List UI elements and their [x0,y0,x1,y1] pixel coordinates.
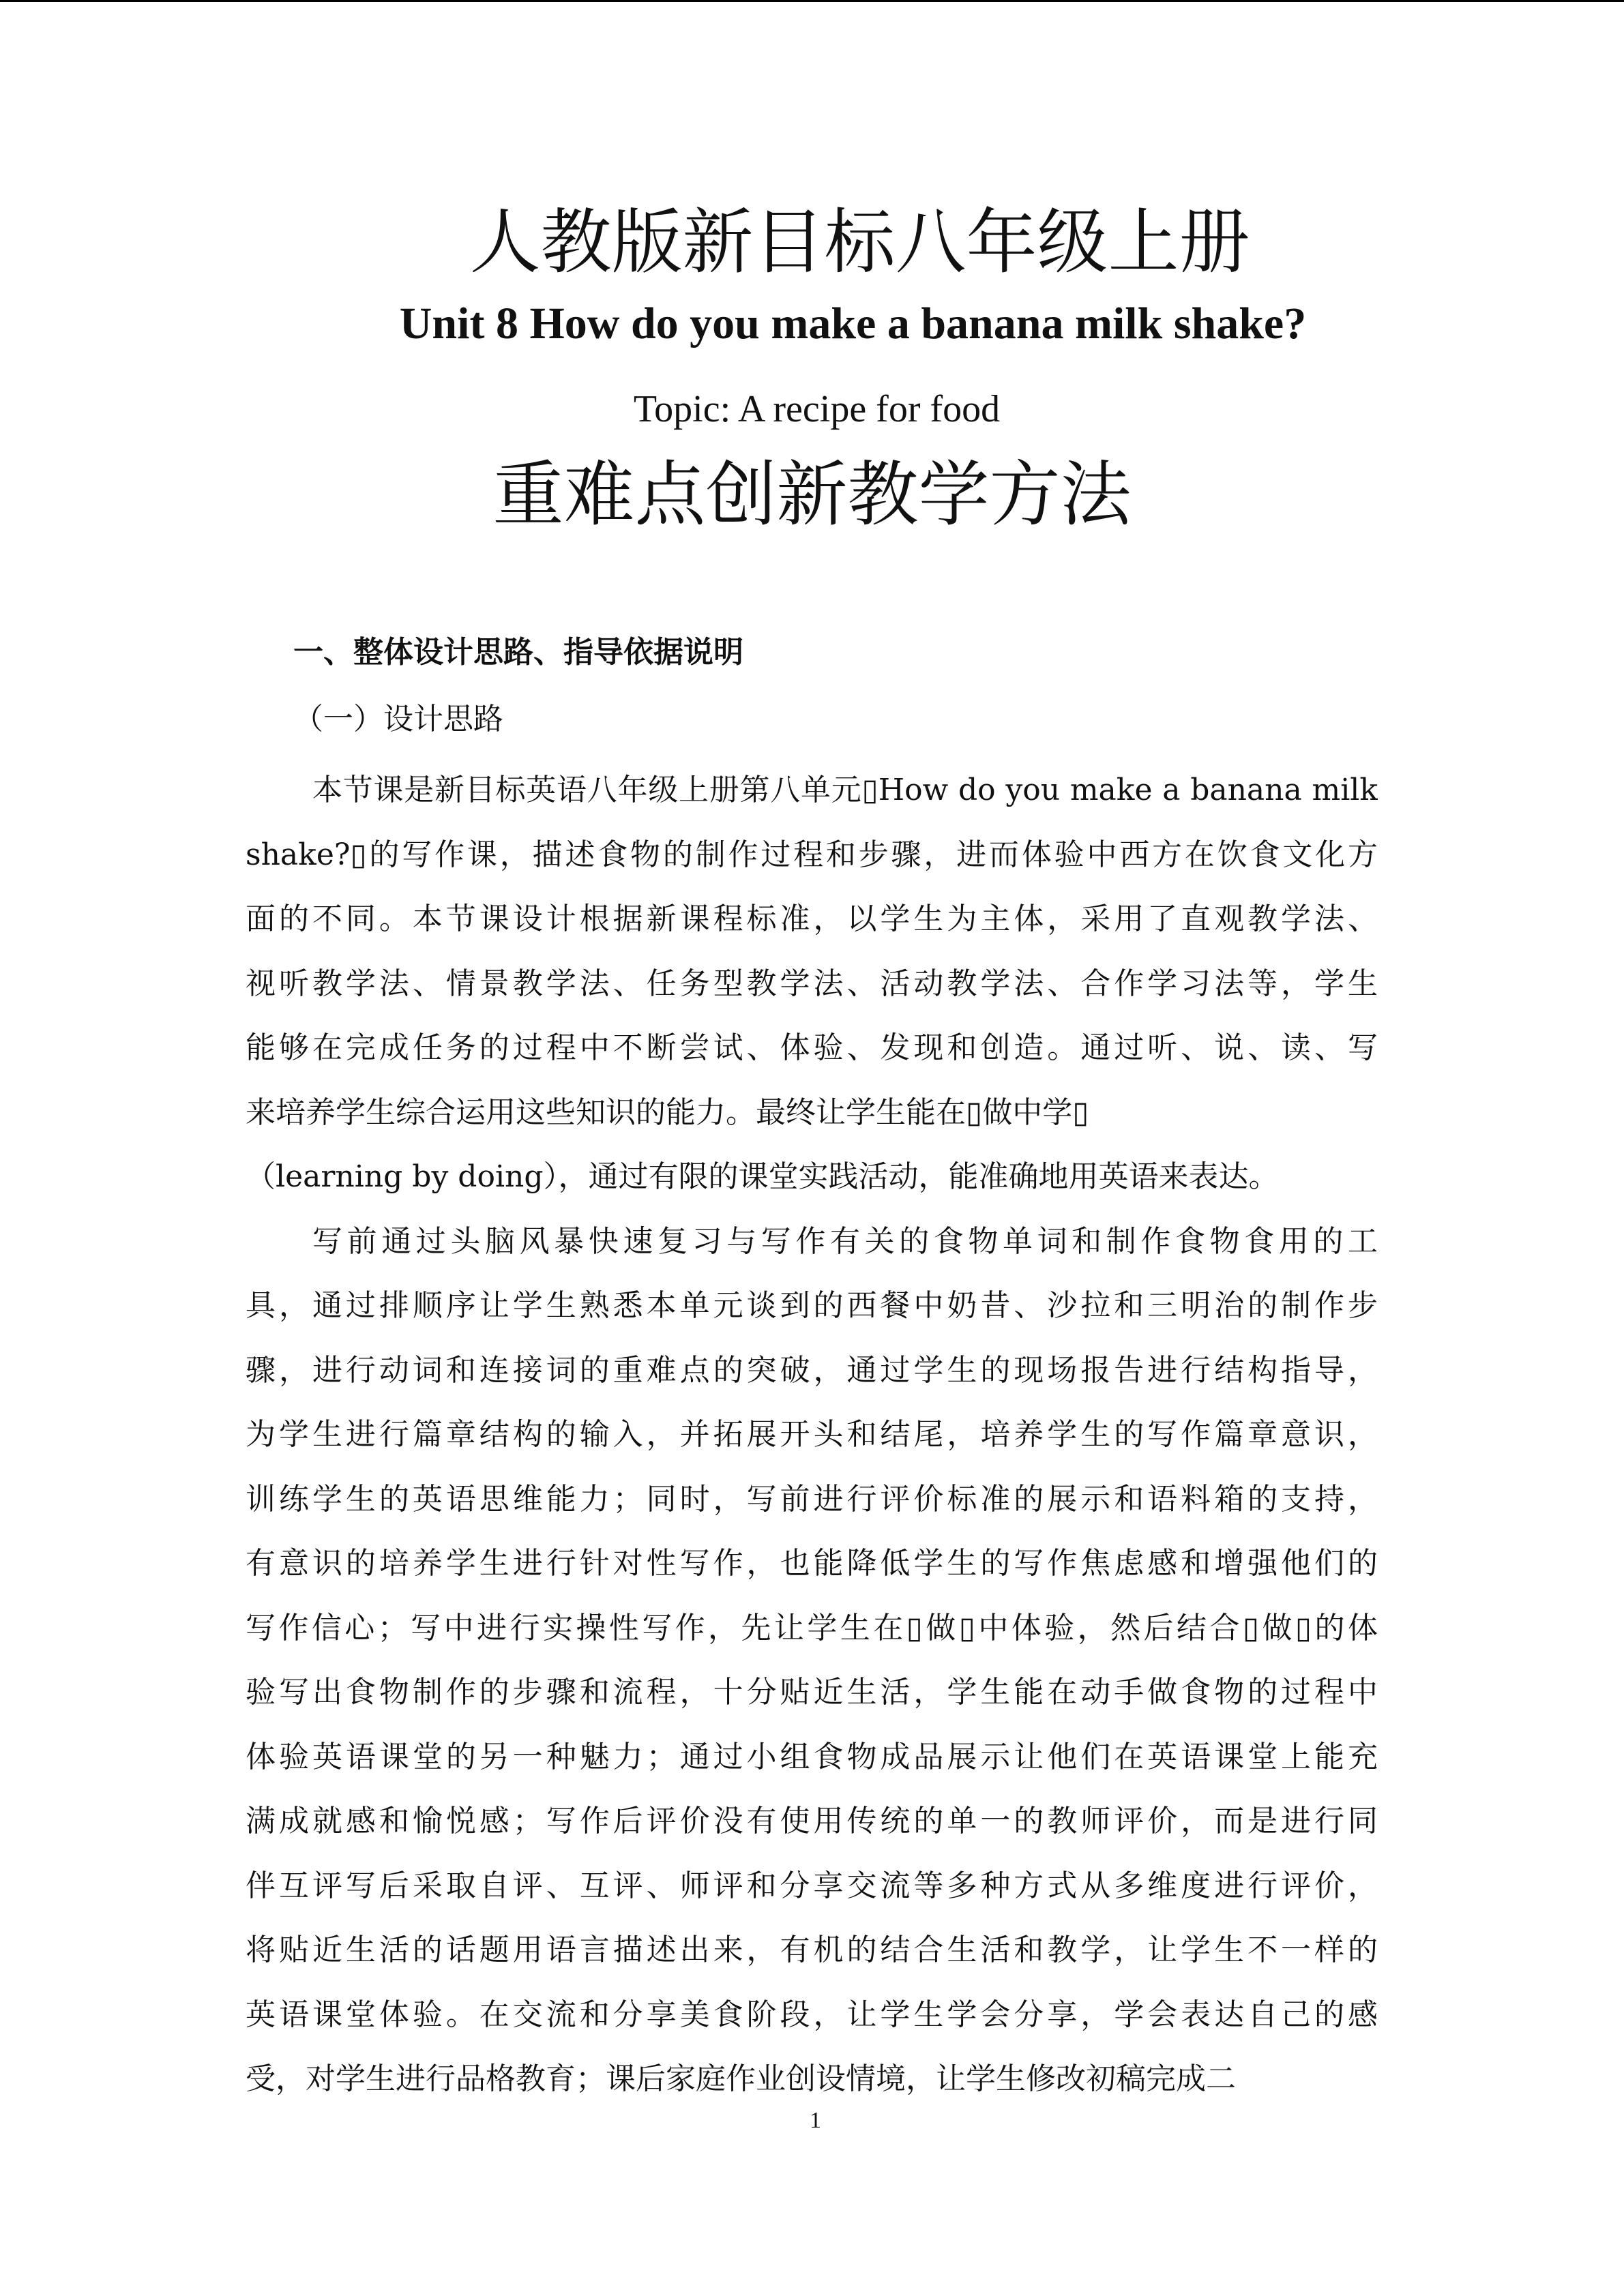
paragraph-line: （learning by doing），通过有限的课堂实践活动，能准确地用英语来表达。 [246,1159,1279,1194]
section-heading: 一、整体设计思路、指导依据说明 [293,635,743,670]
paragraph-line: 有意识的培养学生进行针对性写作，也能降低学生的写作焦虑感和增强他们的 [246,1546,1378,1581]
top-border [0,0,1624,2]
title-chinese: 人教版新目标八年级上册 [469,200,1250,284]
title-teaching-method: 重难点创新教学方法 [492,453,1132,536]
paragraph-line: 为学生进行篇章结构的输入，并拓展开头和结尾，培养学生的写作篇章意识， [246,1417,1378,1452]
body-text [246,758,1378,2112]
title-unit: Unit 8 How do you make a banana milk shake? [399,299,1307,348]
paragraph-line: 具，通过排顺序让学生熟悉本单元谈到的西餐中奶昔、沙拉和三明治的制作步 [246,1288,1378,1323]
paragraph-line: 骤，进行动词和连接词的重难点的突破，通过学生的现场报告进行结构指导， [246,1352,1378,1388]
paragraph-line: 来培养学生综合运用这些知识的能力。最终让学生能在▯做中学▯ [246,1094,1089,1130]
paragraph-line: 伴互评写后采取自评、互评、师评和分享交流等多种方式从多维度进行评价， [246,1868,1378,1903]
paragraph-line: 本节课是新目标英语八年级上册第八单元▯How do you make a banana milk [312,773,1378,807]
paragraph-line: 写前通过头脑风暴快速复习与写作有关的食物单词和制作食物食用的工 [312,1223,1378,1259]
paragraph-line: 受，对学生进行品格教育；课后家庭作业创设情境，让学生修改初稿完成二 [246,2061,1236,2096]
paragraph-line: 视听教学法、情景教学法、任务型教学法、活动教学法、合作学习法等，学生 [246,966,1378,1001]
paragraph-line: 英语课堂体验。在交流和分享美食阶段，让学生学会分享，学会表达自己的感 [246,1997,1378,2032]
topic-line: Topic: A recipe for food [633,388,1001,430]
paragraph-line: 训练学生的英语思维能力；同时，写前进行评价标准的展示和语料箱的支持， [246,1481,1378,1517]
paragraph-line: 将贴近生活的话题用语言描述出来，有机的结合生活和教学，让学生不一样的 [246,1933,1378,1967]
page-number: 1 [810,2108,821,2133]
paragraph-line: 满成就感和愉悦感；写作后评价没有使用传统的单一的教师评价，而是进行同 [246,1804,1378,1838]
paragraph-line: shake?▯的写作课，描述食物的制作过程和步骤，进而体验中西方在饮食文化方 [246,837,1378,872]
paragraph-line: 写作信心；写中进行实操性写作，先让学生在▯做▯中体验，然后结合▯做▯的体 [246,1610,1378,1645]
paragraph-line: 能够在完成任务的过程中不断尝试、体验、发现和创造。通过听、说、读、写 [246,1030,1378,1065]
paragraph-line: 体验英语课堂的另一种魅力；通过小组食物成品展示让他们在英语课堂上能充 [246,1739,1378,1774]
sub-heading: （一）设计思路 [293,702,503,736]
paragraph-line: 验写出食物制作的步骤和流程，十分贴近生活，学生能在动手做食物的过程中 [246,1675,1378,1710]
paragraph-line: 面的不同。本节课设计根据新课程标准，以学生为主体，采用了直观教学法、 [246,901,1378,936]
